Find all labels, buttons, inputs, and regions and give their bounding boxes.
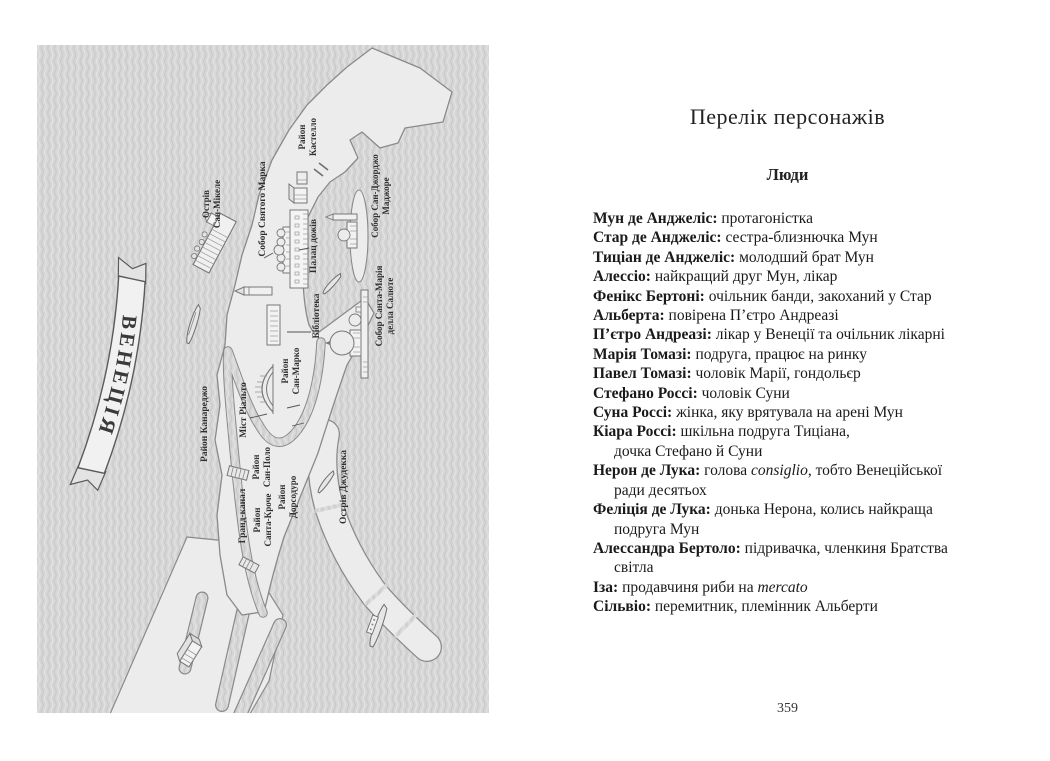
svg-text:Район: Район xyxy=(252,507,262,533)
page-number: 359 xyxy=(777,701,798,716)
svg-text:Сан-Мікеле: Сан-Мікеле xyxy=(212,179,222,229)
svg-text:Сан-Поло: Сан-Поло xyxy=(262,446,272,488)
svg-text:Гранд-канал: Гранд-канал xyxy=(238,488,248,544)
map-label-st-marks xyxy=(257,161,268,256)
svg-text:Острів Джудекка: Острів Джудекка xyxy=(339,450,349,524)
venice-map xyxy=(37,45,489,713)
svg-text:делла Салюте: делла Салюте xyxy=(385,277,395,335)
character-entry: Нерон де Лука: голова consiglio, тобто Венеційської ради десятьох xyxy=(593,462,943,499)
character-entry: Іза: продавчиня риби на mercato xyxy=(593,578,808,596)
character-entry: Алессандра Бертоло: підривачка, членкиня Братства світла xyxy=(593,539,948,577)
map-label-doges-palace xyxy=(308,219,319,273)
svg-text:Район: Район xyxy=(280,358,290,384)
svg-text:Район Канареджо: Район Канареджо xyxy=(200,386,210,462)
svg-text:Санта-Кроче: Санта-Кроче xyxy=(263,493,273,547)
svg-text:Сан-Марко: Сан-Марко xyxy=(291,347,301,395)
svg-text:Дорсодуро: Дорсодуро xyxy=(288,475,298,519)
character-list xyxy=(593,209,989,617)
character-entry: Стефано Россі: чоловік Суни xyxy=(593,384,790,402)
map-label-cannaregio xyxy=(199,386,210,462)
page-title: Перелік персонажів xyxy=(689,104,886,129)
map-label-grand-canal xyxy=(238,488,248,543)
section-heading: Люди xyxy=(766,165,809,184)
character-entry: Сільвіо: перемитник, племінник Альберти xyxy=(593,598,878,616)
venice-map-svg xyxy=(37,45,489,713)
svg-text:Палац дожів: Палац дожів xyxy=(309,218,319,274)
svg-text:Район: Район xyxy=(297,124,307,150)
library-illustration xyxy=(267,305,280,345)
map-label-rialto xyxy=(238,382,249,438)
svg-text:Собор Санта-Марія: Собор Санта-Марія xyxy=(374,265,384,347)
svg-text:Острів: Острів xyxy=(201,190,211,218)
venice-banner-label: ВЕНЕЦІЯ xyxy=(92,314,142,441)
character-entry: Марія Томазі: подруга, працює на ринку xyxy=(593,345,867,363)
character-entry: Алессіо: найкращий друг Мун, лікар xyxy=(593,268,838,286)
svg-text:Міст Ріальто: Міст Ріальто xyxy=(239,382,249,438)
svg-text:Кастелло: Кастелло xyxy=(308,118,318,156)
svg-text:Собор Святого Марка: Собор Святого Марка xyxy=(258,161,268,257)
svg-text:Собор Сан-Джорджо: Собор Сан-Джорджо xyxy=(370,154,380,238)
character-entry: Феліція де Лука: донька Нерона, колись найкраща подруга Мун xyxy=(593,501,933,538)
character-entry: Фенікс Бертоні: очільник банди, закоханий у Стар xyxy=(593,287,932,305)
character-entry: Тиціан де Анджеліс: молодший брат Мун xyxy=(593,248,874,266)
character-entry: Павел Томазі: чоловік Марії, гондольєр xyxy=(593,365,861,383)
character-list-page xyxy=(560,0,1015,761)
character-entry: Мун де Анджеліс: протагоністка xyxy=(593,210,813,227)
svg-text:Бібліотека: Бібліотека xyxy=(312,293,322,339)
character-entry: Стар де Анджеліс: сестра-близнючка Мун xyxy=(593,229,878,247)
map-label-giudecca xyxy=(338,450,349,524)
character-entry: П’єтро Андреазі: лікар у Венеції та очільник лікарні xyxy=(593,326,945,344)
svg-text:Маджоре: Маджоре xyxy=(381,177,391,215)
map-label-library xyxy=(311,293,322,338)
character-entry: Альберта: повірена П’єтро Андреазі xyxy=(593,307,839,325)
svg-text:Район: Район xyxy=(251,454,261,480)
character-entry: Суна Россі: жінка, яку врятувала на арені Мун xyxy=(593,404,903,422)
svg-text:Район: Район xyxy=(277,484,287,510)
campanile-illustration xyxy=(235,287,272,295)
character-entry: Кіара Россі: шкільна подруга Тиціана, дочка Стефано й Суни xyxy=(593,423,850,460)
